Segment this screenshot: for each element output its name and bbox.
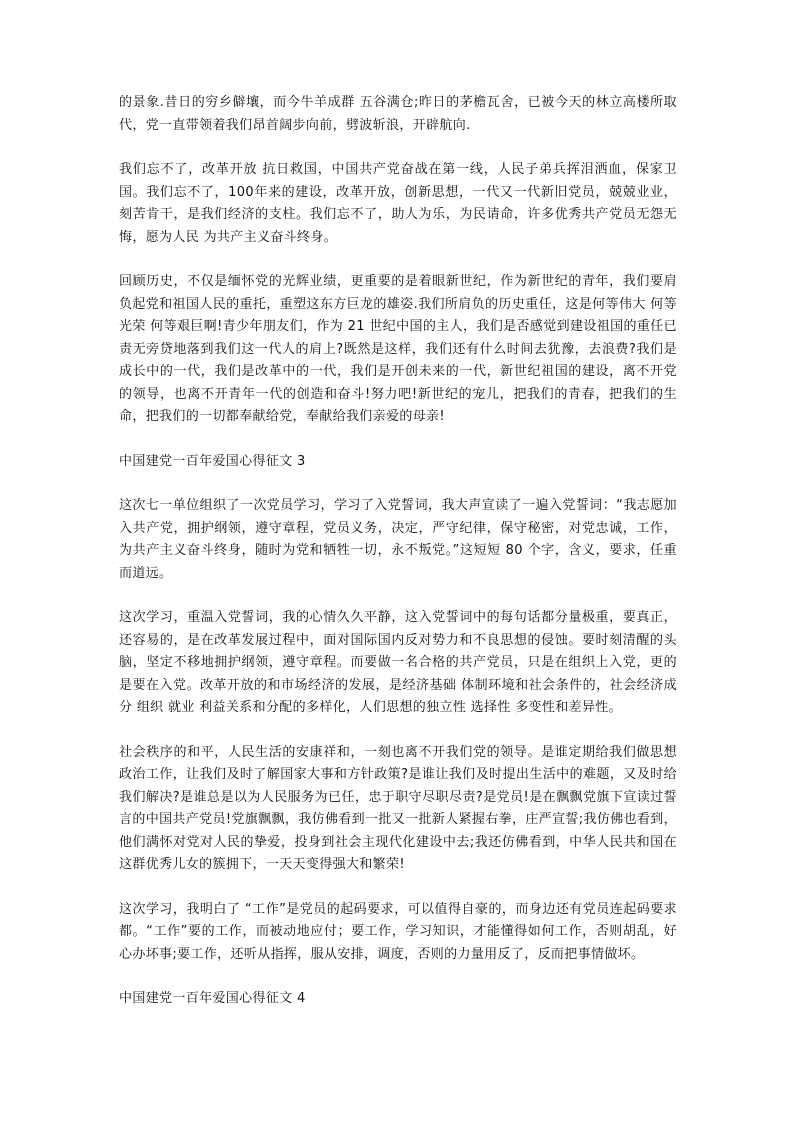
section-heading-essay-4: 中国建党一百年爱国心得征文 4 [119, 991, 306, 1006]
paragraph-social-order: 社会秩序的和平，人民生活的安康祥和，一刻也离不开我们党的领导。是谁定期给我们做思想政治工作，让我们及时了解国家大事和方针政策?是谁让我们及时提出生活中的难题，又及时给我们解决?是谁总是以为人民服务为已任，忠于职守尽职尽责?是党员!是在飘飘党旗下宣读过誓言的中国共产党员!党旗飘飘，我仿佛看到一批又一批新人紧握右拳，庄严宣誓;我仿佛也看到，他们满怀对党对人民的挚爱，投身到社会主现代化建设中去;我还仿佛看到，中华人民共和国在这群优秀儿女的簇拥下，一天天变得强大和繁荣! [119, 744, 677, 872]
paragraph-we-cannot-forget: 我们忘不了，改革开放 抗日救国，中国共产党奋战在第一线，人民子弟兵挥泪洒血，保家卫国。我们忘不了，100年来的建设，改革开放，创新思想，一代又一代新旧党员，兢兢业业，刻苦肯干，是我们经济的支柱。我们忘不了，助人为乐，为民请命，许多优秀共产党员无怨无悔，愿为人民 为共产主义奋斗终身。 [119, 162, 677, 245]
paragraph-party-oath-study: 这次七一单位组织了一次党员学习，学习了入党誓词，我大声宣读了一遍入党誓词：“我志愿加入共产党，拥护纲领，遵守章程，党员义务，决定，严守纪律，保守秘密，对党忠诚，工作，为共产主义奋斗终身，随时为党和牺牲一切，永不叛党。”这短短 80 个字，含义，要求，任重而道远。 [119, 498, 677, 581]
section-heading-essay-3: 中国建党一百年爱国心得征文 3 [119, 453, 306, 469]
paragraph-reviewing-oath: 这次学习，重温入党誓词，我的心情久久平静，这入党誓词中的每句话都分量极重，要真正，还容易的，是在改革发展过程中，面对国际国内反对势力和不良思想的侵蚀。要时刻清醒的头脑，坚定不移地拥护纲领，遵守章程。而要做一名合格的共产党员，只是在组织上入党，更的是要在入党。改革开放的和市场经济的发展，是经济基础 体制环境和社会条件的，社会经济成分 组织 就业 利益关系和分配的多样化，人们思想的独立性 选择性 多变性和差异性。 [119, 610, 677, 715]
document-page [119, 92, 677, 1033]
paragraph-looking-back-history: 回顾历史，不仅是缅怀党的光辉业绩，更重要的是着眼新世纪，作为新世纪的青年，我们要肩负起党和祖国人民的重托，重塑这东方巨龙的雄姿.我们所肩负的历史重任，这是何等伟大 何等光荣 何等艰巨啊!青少年朋友们，作为 21 世纪中国的主人，我们是否感觉到建设祖国的重任已责无旁贷地落到我们这一代人的肩上?既然是这样，我们还有什么时间去犹豫，去浪费?我们是成长中的一代，我们是改革中的一代，我们是开创未来的一代，新世纪祖国的建设，离不开党的领导，也离不开青年一代的创造和奋斗!努力吧!新世纪的宠儿，把我们的青春，把我们的生命，把我们的一切都奉献给党，奉献给我们亲爱的母亲! [119, 274, 677, 424]
paragraph-landscape: 的景象.昔日的穷乡僻壤，而今牛羊成群 五谷满仓;昨日的茅檐瓦舍，已被今天的林立高楼所取代，党一直带领着我们昂首阔步向前，劈波斩浪，开辟航向. [119, 95, 677, 133]
paragraph-work-requirement: 这次学习，我明白了 “工作”是党员的起码要求，可以值得自豪的，而身边还有党员连起码要求都。“工作”要的工作，而被动地应付；要工作，学习知识，才能懂得如何工作，否则胡乱，好心办坏事;要工作，还听从指挥，服从安排，调度，否则的力量用反了，反而把事情做坏。 [119, 901, 677, 962]
